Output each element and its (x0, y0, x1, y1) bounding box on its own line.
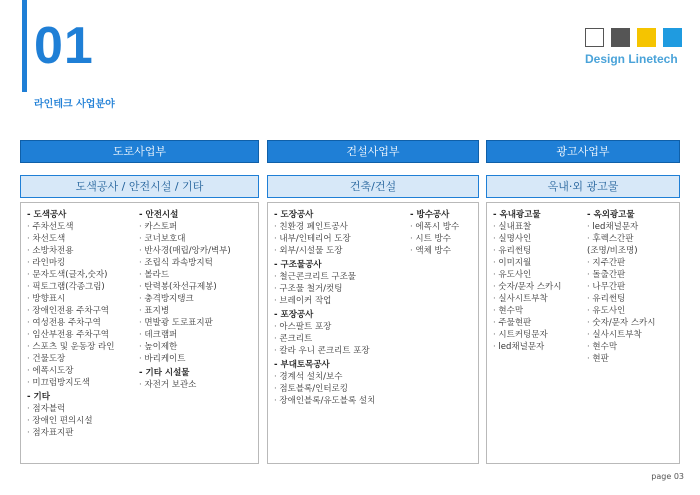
list-item: · 면발광 도로표지판 (139, 317, 231, 329)
category-title: - 구조물공사 (274, 259, 375, 271)
category-title: - 방수공사 (410, 209, 459, 221)
list-item: · 현수막 (587, 341, 655, 353)
list-item: · 점토블록/인터로킹 (274, 383, 375, 395)
list-item: · 현판 (587, 353, 655, 365)
logo-square-gray (611, 28, 630, 47)
category-title: - 도장공사 (274, 209, 375, 221)
category-title: - 옥내광고물 (493, 209, 561, 221)
list-item: · 경계석 설치/보수 (274, 371, 375, 383)
list-item: · 내부/인테리어 도장 (274, 233, 375, 245)
subcolumn (493, 207, 561, 355)
section-title: 라인테크 사업분야 (34, 99, 115, 110)
subcolumn (587, 207, 655, 367)
list-item: · 스포츠 및 운동장 라인 (27, 341, 114, 353)
category-title: - 기타 시설물 (139, 367, 231, 379)
accent-bar (22, 0, 27, 92)
page-footer: page 03 (651, 472, 684, 481)
list-item: · 미끄럼방지도색 (27, 377, 114, 389)
list-item: · 나무간판 (587, 281, 655, 293)
category-group (27, 209, 114, 389)
list-item: · 충격방지탱크 (139, 293, 231, 305)
list-item: · 볼라드 (139, 269, 231, 281)
list-item: · 장애인전용 주차구역 (27, 305, 114, 317)
list-item: · 외부/시설물 도장 (274, 245, 375, 257)
category-title: - 도색공사 (27, 209, 114, 221)
list-item: · 유도사인 (493, 269, 561, 281)
list-item: · 시트커팅문자 (493, 329, 561, 341)
list-item: · 숫자/문자 스카시 (587, 317, 655, 329)
list-item: · 카스토퍼 (139, 221, 231, 233)
list-item: · 콘크리트 (274, 333, 375, 345)
category-group (27, 391, 114, 439)
column-construction (267, 140, 479, 464)
list-item: · 시트 방수 (410, 233, 459, 245)
list-item: · 친환경 페인트공사 (274, 221, 375, 233)
list-item: · 높이제한 (139, 341, 231, 353)
list-item: · 장애인블록/유도블록 설치 (274, 395, 375, 407)
list-item: · 유도사인 (587, 305, 655, 317)
column-advertising (486, 140, 680, 464)
list-item: · 주차선도색 (27, 221, 114, 233)
list-item: · 방향표시 (27, 293, 114, 305)
list-item: · 브레이커 작업 (274, 295, 375, 307)
list-item: · 표지병 (139, 305, 231, 317)
list-item: · 탄력봉(차선규제봉) (139, 281, 231, 293)
list-item: · 주물현판 (493, 317, 561, 329)
subcolumn (27, 207, 114, 441)
list-item: · 픽토그램(각종그림) (27, 281, 114, 293)
page-number: 01 (34, 17, 94, 75)
subcolumn (139, 207, 231, 393)
list-item: · 소방차전용 (27, 245, 114, 257)
category-title: - 옥외광고물 (587, 209, 655, 221)
list-item: · 건물도장 (27, 353, 114, 365)
list-item: · 액체 방수 (410, 245, 459, 257)
list-item: · 문자도색(글자,숫자) (27, 269, 114, 281)
category-title: - 부대토목공사 (274, 359, 375, 371)
list-item: · 에폭시 방수 (410, 221, 459, 233)
column-title: 광고사업부 (486, 140, 680, 163)
list-item: · 아스팔트 포장 (274, 321, 375, 333)
list-item: · 에폭시도장 (27, 365, 114, 377)
logo-square-yellow (637, 28, 656, 47)
list-item: · 코너보호대 (139, 233, 231, 245)
list-item: · 칼라 우니 콘크리트 포장 (274, 345, 375, 357)
column-title: 건설사업부 (267, 140, 479, 163)
list-item: · 실내표찰 (493, 221, 561, 233)
category-title: - 기타 (27, 391, 114, 403)
list-item: · 조립식 과속방지턱 (139, 257, 231, 269)
subcolumn (274, 207, 375, 409)
logo-square-white (585, 28, 604, 47)
list-item: · 차선도색 (27, 233, 114, 245)
list-item: · 반사경(매립/앙카/벽부) (139, 245, 231, 257)
list-item: · 돌출간판 (587, 269, 655, 281)
list-item: · 이미지월 (493, 257, 561, 269)
column-subtitle: 도색공사 / 안전시설 / 기타 (20, 175, 259, 198)
column-subtitle: 옥내·외 광고물 (486, 175, 680, 198)
column-content (267, 202, 479, 464)
list-item: · 장애인 편의시설 (27, 415, 114, 427)
column-content (20, 202, 259, 464)
category-group (139, 367, 231, 391)
list-item: · 철근콘크리트 구조물 (274, 271, 375, 283)
logo-square-blue (663, 28, 682, 47)
logo-text: Design Linetech (585, 52, 678, 66)
list-item: · 현수막 (493, 305, 561, 317)
list-item: · 실사시트부착 (493, 293, 561, 305)
column-subtitle: 건축/건설 (267, 175, 479, 198)
category-group (493, 209, 561, 353)
list-item: · 후렉스간판 (587, 233, 655, 245)
category-group (274, 209, 375, 257)
list-item: · 지주간판 (587, 257, 655, 269)
column-title: 도로사업부 (20, 140, 259, 163)
list-item: · 실명사인 (493, 233, 561, 245)
list-item: · 유리썬팅 (587, 293, 655, 305)
list-item: · 점자블럭 (27, 403, 114, 415)
list-item: · 여성전용 주차구역 (27, 317, 114, 329)
list-item: · 유리썬팅 (493, 245, 561, 257)
category-group (587, 209, 655, 365)
list-item: (조명/비조명) (587, 246, 638, 256)
list-item: · 데크램퍼 (139, 329, 231, 341)
list-item: · 구조물 철거/컷팅 (274, 283, 375, 295)
company-logo (585, 28, 685, 68)
category-group (274, 359, 375, 407)
list-item: · 라인마킹 (27, 257, 114, 269)
category-group (410, 209, 459, 257)
category-group (274, 309, 375, 357)
list-item: · 바리케이트 (139, 353, 231, 365)
list-item: · 임산부전용 주차구역 (27, 329, 114, 341)
list-item: · 숫자/문자 스카시 (493, 281, 561, 293)
list-item: · led채널문자 (493, 341, 561, 353)
category-group (139, 209, 231, 365)
list-item: · led채널문자 (587, 221, 655, 233)
category-title: - 포장공사 (274, 309, 375, 321)
list-item: · 점자표지판 (27, 427, 114, 439)
category-group (274, 259, 375, 307)
column-road (20, 140, 259, 464)
list-item: · 자전거 보관소 (139, 379, 231, 391)
column-content (486, 202, 680, 464)
list-item: · 실사시트부착 (587, 329, 655, 341)
category-title: - 안전시설 (139, 209, 231, 221)
subcolumn (410, 207, 459, 259)
